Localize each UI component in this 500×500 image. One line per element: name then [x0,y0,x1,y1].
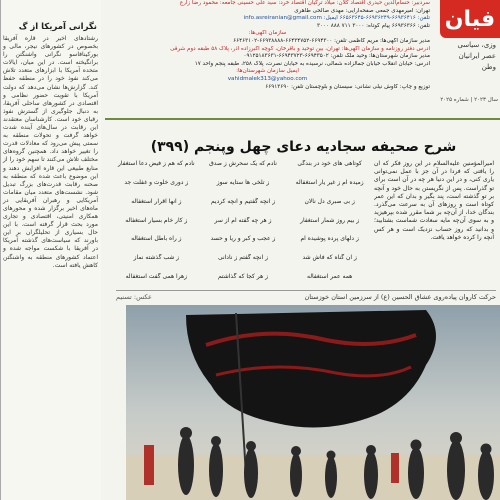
photo-caption-bar [116,290,496,303]
tagline-line: وزی، سیاسی [457,41,496,49]
newspaper-logo: فیان [440,0,500,38]
verse-line: ز راه باطل استغفاله [131,235,182,243]
verse-line: زمیده ام ز غیر یار استغفاله [295,178,364,186]
verse-line: ز آنها اقرار استغفاله [131,197,182,205]
left-column-body: رشتادهای اخیر در قاره آفریقا بخصوص در کشورهای نیجر، مالی و بورکینافاسو نگرانی واشنگتن را برانگیخته است. در این میان، ایالات متحده آمریکا با ابزارهای متعدد تلاش می‌کند نفوذ خود را در منطقه حفظ کند. گزارش‌ها نشان می‌دهد که دولت آمریکا با تقویت حضور نظامی و اقتصادی در کشورهای ساحلی آفریقا، به دنبال جلوگیری از گسترش نفوذ رقبای خود است. کارشناسان معتقدند این رقابت در سال‌های آینده شدت خواهد گرفت و تحولات منطقه به سمتی پیش می‌رود که معادلات قدرت را تغییر خواهد داد. همچنین گروه‌های مختلف تلاش می‌کنند تا سهم خود را از منابع طبیعی این قاره افزایش دهند و این موضوع باعث شده که منطقه به صحنه رقابت قدرت‌های بزرگ تبدیل شود. نشست‌های متعدد میان مقامات آمریکایی و رهبران آفریقایی در ماه‌های اخیر برگزار شده و محورهای همکاری امنیتی، اقتصادی و تجاری مورد بحث قرار گرفته است. با این حال بسیاری از تحلیلگران بر این باورند که سیاست‌های گذشته آمریکا در آفریقا با شکست مواجه شده و اعتماد کشورهای منطقه به واشنگتن کاهش یافته است. [3,35,98,269]
photo-caption: حرکت کاروان پیاده‌روی عشاق الحسین (ع) از سرزمین استان خوزستان [304,293,496,301]
article-headline: شرح صحیفه سجادیه دعای چهل وپنجم (۳۹۹) [150,139,457,155]
imprint-line: آدرس دفتر روزنامه و سازمان آگهی‌ها: تهران، بین توحید و باقرخان، کوچه اکبرزاده آذر، پلاک ۵۸ طبقه دوم شرقی [170,45,430,52]
imprint-line: مدیر سازمان آگهی‌ها: مریم کاظمی تلفن: ۶۶۹۴۳۰۰-۶۶۴۳۴۷۵۲-۶۶۹۳۸۸۸۸-۶۶۴۶۳۱۰۲ [233,37,430,44]
left-column-heading: نگرانی آمریکا از گ [18,22,97,32]
verse-line: ز آنچه گفتم ز نادانی [217,254,269,262]
tagline-line: عصر ایرانیان [458,52,496,60]
article-prose: امیرالمؤمنین علیه‌السلام در این روز فکر که آن را یافتی که فردا در آن جز با عمل نمی‌توانی یاری کنی، و در این دنیا هر چه در آن است برای تو گذراست. پس از نگریستن به حال خود و آنچه بر تو گذشته است، پند بگیر و بدان که این عمر کوتاه است و روزهای آن به سرعت می‌گذرد. بندگان خدا، از آن‌چه بر شما مقرر شده بپرهیزید و به سوی آن‌چه مایه سعادت شماست بشتابید؛ و بدانید که روز حساب نزدیک است و هر کس آنچه را کرده خواهد یافت. [374,160,494,241]
verse-line: همه عمر استغفاله [307,273,353,281]
section-divider [105,118,500,120]
verse-grid [116,160,370,290]
imprint-line: آدرس: خیابان انقلاب خیابان جمالزاده شمالی، نرسیده به خیابان نصرت، پلاک ۲۵۸، طبقه پنجم واحد ۱۷ [194,60,430,67]
imprint-line: توزیع و چاپ: کاوش نیلی نشانی: سیستان و بلوچستان تلفن: ۶۶۹۱۳۶۹۰ [265,83,430,90]
verse-line: ز بی صبری دل نالان [304,197,355,205]
verse-line: ز عجب و کبر و ریا و حسد [210,235,276,243]
left-column-article [0,0,101,500]
article-body [116,160,494,290]
imprint-line: سردبیر: حسام‌الدین حیدری اقتصاد کلان: میلاد ترکیان اقتصاد خرد: سید علی حسینی جامعه: محمود رضا زارع [179,0,430,6]
imprint-line: مدیر سازمان شهرستان‌ها: وحید ملک تلفن: ۶۶۹۴۳۵۰۲-۶۶۹۴۳۷۲۳-۰۹۱۲۵۱۸۳۶۳۱ [243,53,430,60]
verse-line: نادم که یک سحرش ز صدق [209,160,277,167]
verse-line: ز بیم روز شمار استغفار [300,216,360,224]
imprint-line: سازمان آگهی‌ها: [248,30,287,37]
verse-line: ز تلخی ها ستایه سوز [216,178,270,186]
verse-line: ز دوری خلوت و غفلت جد [124,178,189,186]
imprint-line: ایمیل سازمان شهرستان‌ها: [236,68,299,75]
imprint-line: تهران: امیرمهدی جمعی صفحه‌آرایی: مهدی صالحی طاهری [294,7,430,14]
photo-illustration [126,305,500,500]
imprint-box [105,0,430,118]
imprint-line: تلفن: ۶۶۹۳۶۴۱۶-۶۶۹۳۶۲۴۹-۶۶۵۶۳۶۴۵ ایمیل: info.asreiranian@gmail.com [243,15,430,22]
verse-line: ز کار خام بسیار استغفاله [125,216,188,224]
verse-line: ز شب گذشته نماز [133,254,180,262]
pilgrimage-photo [126,305,500,500]
verse-line: زهرا همی گفت استغفاله [125,273,188,281]
tagline-line: وطن [481,63,496,71]
imprint-email[interactable]: vahidmalek313@yahoo.com [227,75,308,82]
verse-line: نادم که هم ز فیض دعا استغفار [117,160,195,167]
verse-line: ز هر کجا که گذاشتم [217,273,269,281]
issue-info: سال ۲۰۲۳ | شماره ۲۰۲۵ [440,97,498,103]
verse-line: کوتاهی های خود در بندگی [297,160,362,167]
verse-line: ز دلهای پرده پوشیده ام [300,235,359,243]
imprint-line: تلفن: ۶۶۹۳۶۳۶۶ پیام کوتاه: ۳۰۰۰ ۷۱۱ ۸۸۸ ۳۰۰۰ [316,22,430,29]
photo-credit: عکس: تسنیم [116,293,152,301]
verse-line: ز آنچه گفتیم و آنچه کردیم [210,197,276,205]
verse-line: ز هر چه گفته ام از سر [214,216,272,224]
masthead-tagline [436,40,496,73]
verse-line: ز آن گناه که فاش شد [302,254,357,262]
